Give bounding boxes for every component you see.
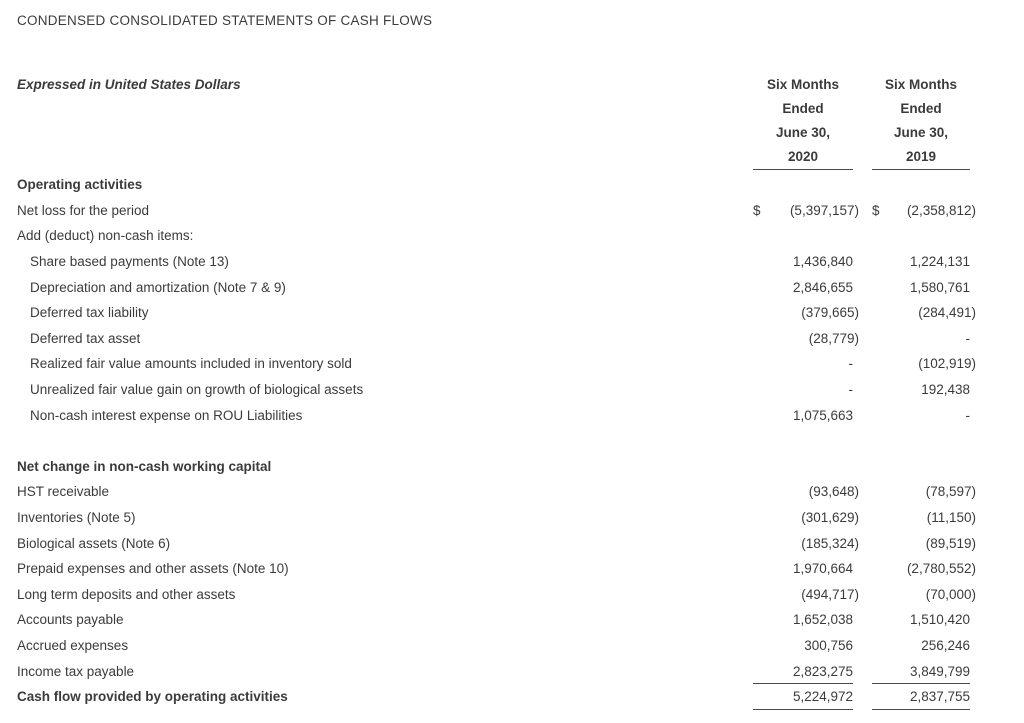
- value-cell-2020: [753, 300, 859, 326]
- value-cell-2020: [753, 198, 859, 224]
- row-label: Unrealized fair value gain on growth of biological assets: [30, 382, 364, 398]
- column-header-2019: [872, 73, 970, 170]
- column-header-2020: [753, 73, 853, 170]
- value-cell-2020: [753, 249, 853, 275]
- value-cell-2020: [753, 658, 853, 684]
- amount-2020: 2,823,275: [792, 663, 853, 679]
- amount-2019: 256,246: [921, 637, 970, 653]
- value-cell-2019: [872, 428, 970, 454]
- amount-2020: (93,648): [808, 484, 859, 500]
- value-cell-2019: [872, 633, 970, 659]
- value-cell-2019: [872, 556, 976, 582]
- row-label: Realized fair value amounts included in inventory sold: [30, 356, 352, 372]
- dollar-sign: $: [872, 202, 880, 218]
- value-cell-2020: [753, 351, 853, 377]
- amount-2020: (28,779): [808, 330, 859, 346]
- value-cell-2019: [872, 223, 970, 249]
- table-row: [17, 607, 970, 633]
- value-cell-2020: [753, 683, 853, 711]
- table-row: [17, 351, 976, 377]
- column-header-line: June 30,: [775, 125, 831, 140]
- column-header-line: 2020: [787, 149, 819, 164]
- value-cell-2019: [872, 505, 976, 531]
- value-cell-2019: [872, 249, 970, 275]
- amount-2020: -: [848, 382, 853, 398]
- amount-2020: 1,970,664: [792, 561, 853, 577]
- row-label: Accounts payable: [17, 612, 124, 628]
- table-row: [17, 556, 976, 582]
- value-cell-2020: [753, 556, 853, 582]
- value-cell-2020: [753, 505, 859, 531]
- value-cell-2020: [753, 530, 859, 556]
- column-header-line: 2019: [905, 149, 937, 164]
- amount-2020: -: [848, 356, 853, 372]
- amount-2019: (2,780,552): [906, 561, 976, 577]
- value-cell-2020: [753, 402, 853, 428]
- value-cell-2019: [872, 582, 976, 608]
- value-cell-2019: [872, 402, 970, 428]
- table-row: [17, 300, 976, 326]
- value-cell-2019: [872, 683, 970, 711]
- table-row: [17, 428, 970, 454]
- table-row: [17, 684, 970, 710]
- row-label: Depreciation and amortization (Note 7 & 9): [30, 279, 286, 295]
- amount-2020: 300,756: [804, 637, 853, 653]
- table-row: [17, 479, 976, 505]
- value-cell-2020: [753, 172, 853, 198]
- value-cell-2020: [753, 428, 853, 454]
- amount-2019: 1,510,420: [909, 612, 970, 628]
- amount-2019: (78,597): [925, 484, 976, 500]
- amount-2019: (89,519): [925, 535, 976, 551]
- amount-2019: (2,358,812): [906, 202, 976, 218]
- value-cell-2019: [872, 479, 976, 505]
- value-cell-2019: [872, 377, 970, 403]
- row-label: Deferred tax asset: [30, 330, 141, 346]
- amount-2020: 5,224,972: [792, 689, 853, 705]
- value-cell-2019: [872, 198, 976, 224]
- value-cell-2020: [753, 479, 859, 505]
- amount-2020: 1,075,663: [792, 407, 853, 423]
- amount-2019: -: [965, 330, 970, 346]
- row-label: Add (deduct) non-cash items:: [17, 228, 194, 244]
- amount-2019: 3,849,799: [909, 663, 970, 679]
- value-cell-2020: [753, 223, 853, 249]
- table-row: [17, 402, 970, 428]
- table-row: [17, 274, 970, 300]
- amount-2020: (185,324): [801, 535, 859, 551]
- amount-2019: (70,000): [925, 586, 976, 602]
- value-cell-2020: [753, 326, 859, 352]
- row-label: Biological assets (Note 6): [17, 535, 171, 551]
- row-label: Share based payments (Note 13): [30, 254, 229, 270]
- table-row: [17, 530, 976, 556]
- value-cell-2019: [872, 454, 970, 480]
- value-cell-2019: [872, 607, 970, 633]
- amount-2020: (301,629): [801, 510, 859, 526]
- table-row: [17, 505, 976, 531]
- value-cell-2020: [753, 582, 859, 608]
- amount-2020: 1,436,840: [792, 254, 853, 270]
- dollar-sign: $: [753, 202, 761, 218]
- table-row: [17, 633, 970, 659]
- table-row: [17, 582, 976, 608]
- amount-2019: (102,919): [918, 356, 976, 372]
- amount-2019: 1,224,131: [909, 254, 970, 270]
- value-cell-2019: [872, 326, 970, 352]
- row-label: Cash flow provided by operating activities: [17, 689, 288, 705]
- statement-title: CONDENSED CONSOLIDATED STATEMENTS OF CASH FLOWS: [17, 13, 433, 28]
- table-row: [17, 377, 970, 403]
- row-label: Long term deposits and other assets: [17, 586, 236, 602]
- currency-note: Expressed in United States Dollars: [17, 77, 241, 92]
- amount-2019: (284,491): [918, 305, 976, 321]
- value-cell-2019: [872, 300, 976, 326]
- value-cell-2019: [872, 530, 976, 556]
- row-label: Inventories (Note 5): [17, 510, 136, 526]
- value-cell-2020: [753, 607, 853, 633]
- value-cell-2020: [753, 377, 853, 403]
- table-row: [17, 223, 970, 249]
- row-label: HST receivable: [17, 484, 110, 500]
- amount-2020: (379,665): [801, 305, 859, 321]
- amount-2020: (5,397,157): [789, 202, 859, 218]
- value-cell-2019: [872, 274, 970, 300]
- row-label: Accrued expenses: [17, 637, 129, 653]
- value-cell-2020: [753, 454, 853, 480]
- value-cell-2019: [872, 658, 970, 684]
- column-header-line: Six Months: [884, 77, 957, 92]
- column-header-line: Six Months: [766, 77, 839, 92]
- value-cell-2019: [872, 351, 976, 377]
- statement-header: [17, 73, 970, 170]
- value-cell-2019: [872, 172, 970, 198]
- row-label: Net change in non-cash working capital: [17, 458, 272, 474]
- table-row: [17, 454, 970, 480]
- amount-2019: -: [965, 407, 970, 423]
- amount-2019: 2,837,755: [909, 689, 970, 705]
- statement-rows: [17, 172, 976, 709]
- table-row: [17, 172, 970, 198]
- table-row: [17, 198, 976, 224]
- amount-2019: 1,580,761: [909, 279, 970, 295]
- table-row: [17, 658, 970, 684]
- column-header-line: Ended: [900, 101, 942, 116]
- amount-2020: 1,652,038: [792, 612, 853, 628]
- value-cell-2020: [753, 274, 853, 300]
- amount-2019: 192,438: [921, 382, 970, 398]
- table-row: [17, 326, 970, 352]
- row-label: Non-cash interest expense on ROU Liabilities: [30, 407, 303, 423]
- amount-2020: (494,717): [801, 586, 859, 602]
- row-label: Income tax payable: [17, 663, 135, 679]
- row-label: Prepaid expenses and other assets (Note 10): [17, 561, 289, 577]
- column-header-line: Ended: [782, 101, 824, 116]
- value-cell-2020: [753, 633, 853, 659]
- row-label: Deferred tax liability: [30, 305, 149, 321]
- amount-2019: (11,150): [926, 510, 976, 526]
- amount-2020: 2,846,655: [792, 279, 853, 295]
- row-label: Operating activities: [17, 177, 143, 193]
- table-row: [17, 249, 970, 275]
- column-header-line: June 30,: [893, 125, 949, 140]
- row-label: Net loss for the period: [17, 202, 150, 218]
